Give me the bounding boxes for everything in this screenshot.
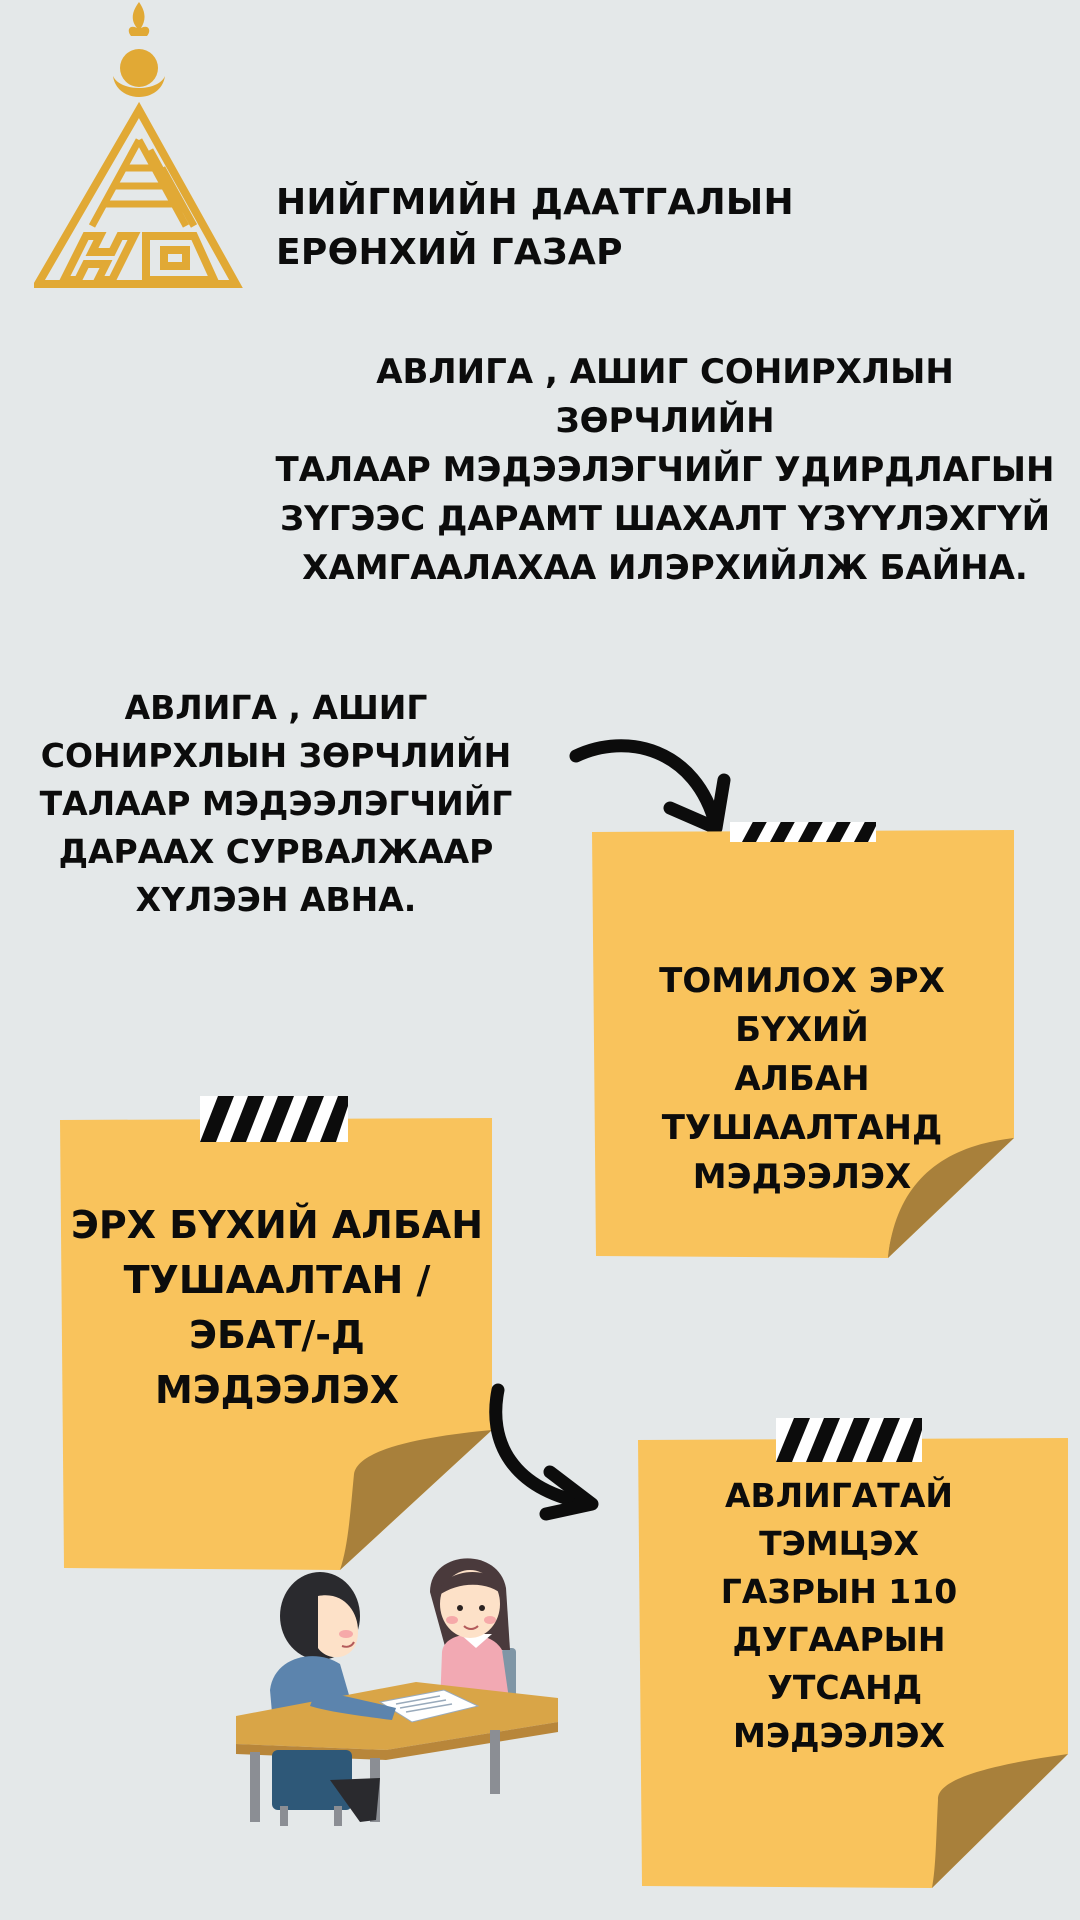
sticky-note-line: ДУГААРЫН (732, 1620, 946, 1659)
sticky-note-line: ТУШААЛТАН / (123, 1258, 431, 1302)
organization-name-line: НИЙГМИЙН ДААТГАЛЫН (276, 182, 794, 223)
logo-flame (129, 2, 149, 36)
organization-name (276, 178, 836, 278)
sticky-note-line: ЭБАТ/-Д (189, 1313, 365, 1357)
tape-icon (776, 1418, 922, 1462)
sticky-note-line: АВЛИГАТАЙ (725, 1476, 953, 1515)
sticky-note-line: ГАЗРЫН 110 (720, 1572, 958, 1611)
headline-line: ЗҮГЭЭС ДАРАМТ ШАХАЛТ ҮЗҮҮЛЭХГҮЙ (279, 499, 1051, 539)
tape-icon (730, 822, 876, 842)
headline-statement (270, 348, 1060, 593)
curved-arrow-icon (480, 1380, 610, 1530)
sticky-note-authorized-official (58, 1096, 496, 1572)
logo-sun (120, 49, 158, 87)
headline-line: АВЛИГА , АШИГ СОНИРХЛЫН ЗӨРЧЛИЙН (376, 352, 954, 441)
intro-line: СОНИРХЛЫН ЗӨРЧЛИЙН (40, 736, 512, 775)
headline-line: ХАМГААЛАХАА ИЛЭРХИЙЛЖ БАЙНА. (302, 548, 1028, 588)
sticky-note-line: МЭДЭЭЛЭХ (733, 1716, 945, 1755)
sticky-note-line: МЭДЭЭЛЭХ (154, 1368, 400, 1412)
intro-line: ТАЛААР МЭДЭЭЛЭГЧИЙГ (39, 784, 513, 823)
meeting-illustration (220, 1530, 570, 1830)
sticky-note-line: АЛБАН ТУШААЛТАНД (661, 1059, 943, 1148)
sticky-note-text (68, 1198, 486, 1418)
sticky-note-text (602, 957, 1002, 1202)
sticky-note-line: ЭРХ БҮХИЙ АЛБАН (70, 1203, 484, 1247)
sticky-note-anti-corruption-hotline (636, 1418, 1070, 1890)
sticky-note-appointing-official (590, 822, 1016, 1260)
tape-icon (200, 1096, 348, 1142)
sticky-note-line: ТЭМЦЭХ (759, 1524, 919, 1563)
headline-line: ТАЛААР МЭДЭЭЛЭГЧИЙГ УДИРДЛАГЫН (275, 450, 1055, 490)
sticky-note-line: ТОМИЛОХ ЭРХ БҮХИЙ (659, 961, 945, 1050)
intro-line: АВЛИГА , АШИГ (124, 688, 428, 727)
sticky-note-line: УТСАНД (755, 1668, 923, 1707)
sticky-note-text (644, 1472, 1034, 1760)
intro-line: ДАРААХ СУРВАЛЖААР (58, 832, 494, 871)
intro-text (36, 684, 516, 924)
organization-logo (34, 0, 244, 290)
organization-name-line: ЕРӨНХИЙ ГАЗАР (276, 232, 623, 273)
sticky-note-line: МЭДЭЭЛЭХ (692, 1157, 912, 1197)
intro-line: ХҮЛЭЭН АВНА. (135, 880, 417, 919)
